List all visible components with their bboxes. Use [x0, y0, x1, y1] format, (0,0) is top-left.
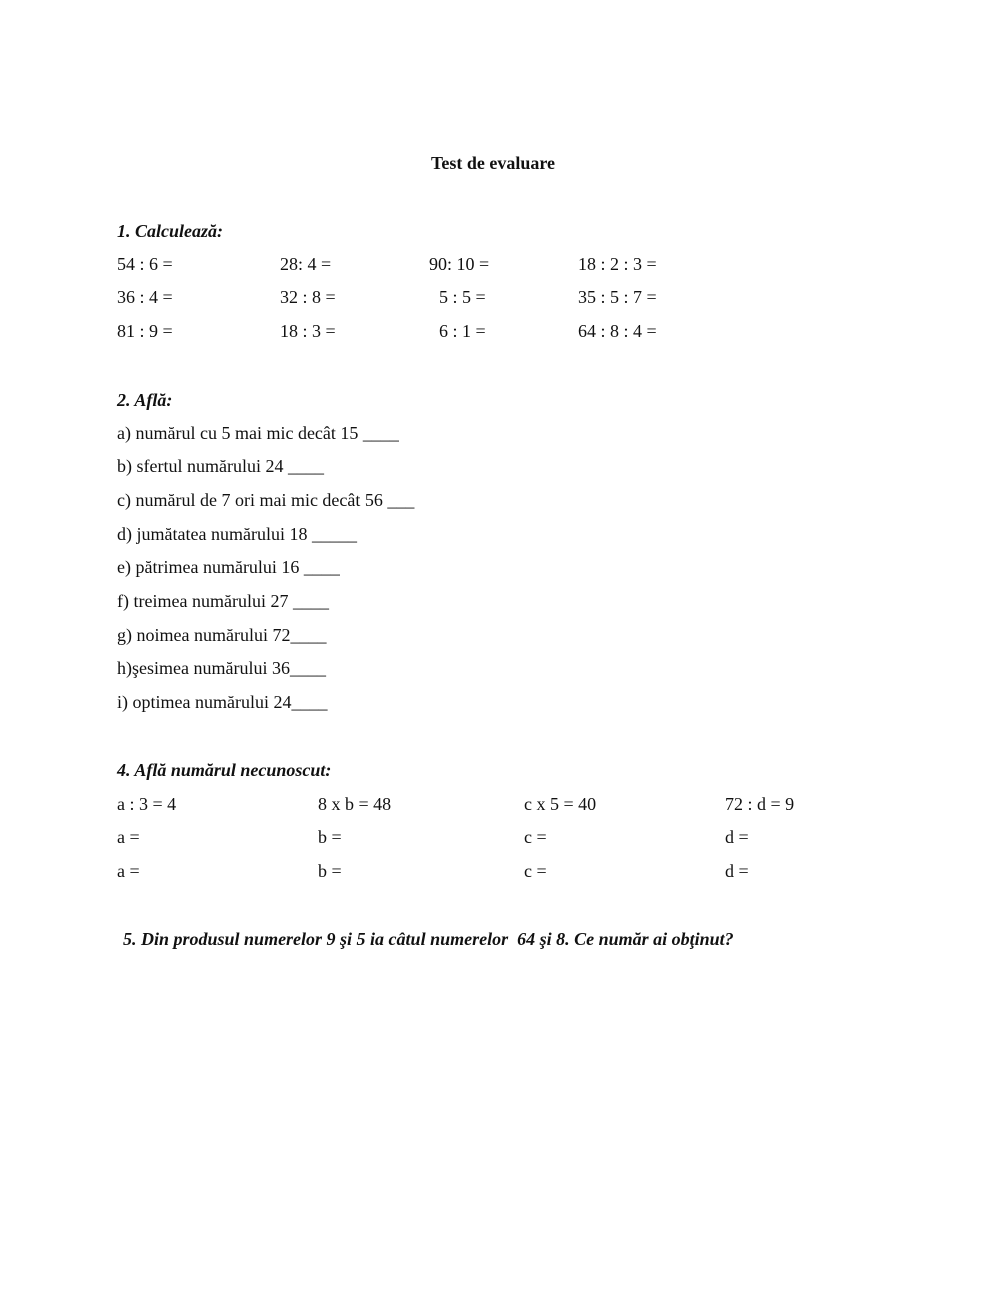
answer-line: a =	[117, 827, 140, 847]
unknown-equation: 72 : d = 9	[725, 794, 795, 814]
answer-line: b =	[318, 861, 342, 881]
answer-line: c =	[524, 827, 547, 847]
calc-exercise: 90: 10 =	[429, 254, 490, 274]
section-2-heading: 2. Află:	[117, 390, 173, 410]
answer-line: b =	[318, 827, 342, 847]
calc-exercise: 54 : 6 =	[117, 254, 173, 274]
calc-exercise: 5 : 5 =	[439, 287, 486, 307]
section-4-heading: 4. Află numărul necunoscut:	[117, 760, 332, 780]
calc-exercise: 28: 4 =	[280, 254, 332, 274]
answer-line: d =	[725, 861, 749, 881]
find-item: i) optimea numărului 24____	[117, 692, 328, 712]
calc-exercise: 6 : 1 =	[439, 321, 486, 341]
calc-exercise: 18 : 2 : 3 =	[578, 254, 657, 274]
calc-exercise: 81 : 9 =	[117, 321, 173, 341]
find-item: c) numărul de 7 ori mai mic decât 56 ___	[117, 490, 415, 510]
calc-exercise: 35 : 5 : 7 =	[578, 287, 657, 307]
answer-line: c =	[524, 861, 547, 881]
unknown-equation: c x 5 = 40	[524, 794, 597, 814]
calc-exercise: 18 : 3 =	[280, 321, 336, 341]
find-item: b) sfertul numărului 24 ____	[117, 456, 324, 476]
calc-exercise: 64 : 8 : 4 =	[578, 321, 657, 341]
calc-exercise: 32 : 8 =	[280, 287, 336, 307]
unknown-equation: 8 x b = 48	[318, 794, 392, 814]
section-1-heading: 1. Calculează:	[117, 221, 223, 241]
find-item: h)şesimea numărului 36____	[117, 658, 326, 678]
find-item: e) pătrimea numărului 16 ____	[117, 557, 340, 577]
find-item: a) numărul cu 5 mai mic decât 15 ____	[117, 423, 399, 443]
section-5-problem: 5. Din produsul numerelor 9 şi 5 ia câtul numerelor 64 şi 8. Ce număr ai obţinut?	[123, 929, 734, 949]
unknown-equation: a : 3 = 4	[117, 794, 177, 814]
answer-line: a =	[117, 861, 140, 881]
page-title: Test de evaluare	[431, 153, 555, 173]
find-item: g) noimea numărului 72____	[117, 625, 327, 645]
find-item: d) jumătatea numărului 18 _____	[117, 524, 357, 544]
answer-line: d =	[725, 827, 749, 847]
find-item: f) treimea numărului 27 ____	[117, 591, 329, 611]
calc-exercise: 36 : 4 =	[117, 287, 173, 307]
